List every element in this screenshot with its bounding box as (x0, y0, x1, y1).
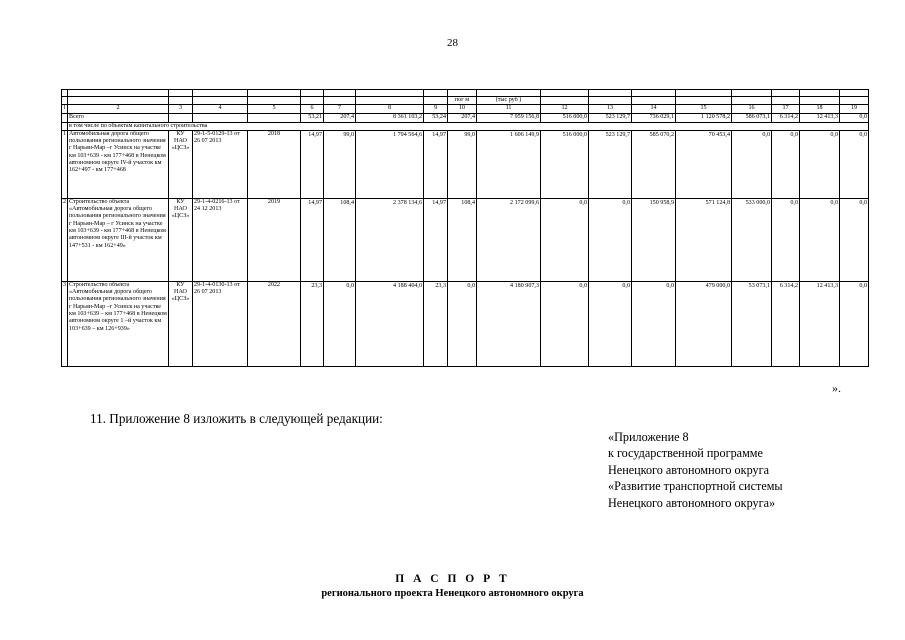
document-ref: 29-1-4-0216-13 от 24 12 2013 (193, 198, 248, 281)
object-name: Строительство объекта «Автомобильная дорога общего пользования регионального значения г Нарьян-Мар –г Усинск на участке км 103+639 – км 177+468 в Ненецком автономном округе 1 –й участок км 103+639 – км 126+939» (68, 281, 169, 366)
appendix-line: к государственной программе (608, 446, 763, 461)
cell-value: 4 188 404,0 (356, 281, 424, 366)
total-value: 586 073,1 (732, 113, 772, 122)
customer: КУ НАО «ЦСЗ» (169, 198, 193, 281)
cell-value: 23,3 (424, 281, 448, 366)
column-number: 16 (732, 105, 772, 113)
column-number: 19 (840, 105, 869, 113)
cell-value: 0,0 (589, 198, 632, 281)
appendix-header (608, 429, 783, 511)
total-value: 736 029,1 (632, 113, 676, 122)
cell-value: 150 958,9 (632, 198, 676, 281)
subheader-label: в том числе по объектам капитального строительства (68, 122, 869, 130)
passport-subtitle: регионального проекта Ненецкого автономного округа (321, 588, 584, 599)
column-number: 4 (193, 105, 248, 113)
page-number: 28 (447, 37, 458, 49)
column-number: 1 (63, 105, 67, 112)
document-ref: 29-1-5-0129-13 от 26 07 2013 (193, 130, 248, 198)
cell-value: 585 070,2 (632, 130, 676, 198)
cell-value: 516 000,0 (541, 130, 589, 198)
cell-value: 533 000,0 (732, 198, 772, 281)
column-number: 7 (324, 105, 356, 113)
cell-value: 1 794 564,6 (356, 130, 424, 198)
column-number: 8 (356, 105, 424, 113)
total-value: 12 413,3 (800, 113, 840, 122)
column-number: 11 (477, 105, 541, 113)
total-row (62, 113, 869, 122)
cell-value: 53 073,1 (732, 281, 772, 366)
total-label: Всего (68, 113, 169, 122)
customer: КУ НАО «ЦСЗ» (169, 130, 193, 198)
column-number: 5 (248, 105, 301, 113)
cell-value: 0,0 (800, 198, 840, 281)
unit-money: (тыс руб ) (477, 97, 541, 105)
column-number: 12 (541, 105, 589, 113)
column-number: 2 (68, 105, 169, 113)
cell-value: 0,0 (541, 281, 589, 366)
passport-title: П А С П О Р Т (395, 573, 510, 585)
cell-value: 523 129,7 (589, 130, 632, 198)
closing-quote: ». (832, 381, 841, 395)
table-units-row (62, 97, 869, 105)
object-name: Автомобильная дорога общего пользования регионального значения г Нарьян-Мар –г Усинск на участке км 103+639 - км 177+468 в Ненецком автономном округе IV-й участок км 162+497 - км 177+468 (68, 130, 169, 198)
cell-value: 14,97 (424, 198, 448, 281)
table-row (62, 198, 869, 281)
capital-construction-table (61, 89, 868, 367)
year: 2022 (248, 281, 301, 366)
appendix-line: «Приложение 8 (608, 430, 689, 444)
row-number: 1 (62, 130, 68, 198)
total-value: 6 314,2 (772, 113, 800, 122)
cell-value: 0,0 (772, 130, 800, 198)
row-number: 3 (62, 281, 68, 366)
cell-value: 14,97 (301, 130, 324, 198)
total-value: 207,4 (448, 113, 477, 122)
column-number: 15 (676, 105, 732, 113)
cell-value: 0,0 (800, 130, 840, 198)
document-ref: 29-1-4-0130-13 от 26 07 2013 (193, 281, 248, 366)
cell-value: 0,0 (840, 130, 869, 198)
row-number: 2 (62, 198, 68, 281)
year: 2018 (248, 130, 301, 198)
customer: КУ НАО «ЦСЗ» (169, 281, 193, 366)
subheader-row (62, 122, 869, 130)
cell-value: 2 172 099,6 (477, 198, 541, 281)
cell-value: 0,0 (541, 198, 589, 281)
table-row (62, 130, 869, 198)
appendix-line: «Развитие транспортной системы (608, 479, 783, 494)
cell-value: 4 180 907,3 (477, 281, 541, 366)
cell-value: 0,0 (840, 281, 869, 366)
column-number: 9 (424, 105, 448, 113)
object-name: Строительство объекта «Автомобильная дорога общего пользования регионального значения г Нарьян-Мар – г Усинск на участке км 103+639 - км 177+468 в Ненецком автономном округе III-й участок км 147+531 - км 162+49» (68, 198, 169, 281)
cell-value: 0,0 (448, 281, 477, 366)
cell-value: 108,4 (324, 198, 356, 281)
column-number: 14 (632, 105, 676, 113)
cell-value: 571 124,8 (676, 198, 732, 281)
cell-value: 14,97 (301, 198, 324, 281)
column-numbers-row (62, 105, 869, 113)
year: 2019 (248, 198, 301, 281)
total-value: 53,21 (301, 113, 324, 122)
appendix-line: Ненецкого автономного округа» (608, 495, 776, 510)
total-value: 0,0 (840, 113, 869, 122)
total-value: 7 959 156,8 (477, 113, 541, 122)
cell-value: 99,0 (448, 130, 477, 198)
cell-value: 99,0 (324, 130, 356, 198)
cell-value: 2 378 134,6 (356, 198, 424, 281)
table-header-empty-row (62, 90, 869, 97)
cell-value: 0,0 (772, 198, 800, 281)
table-row (62, 281, 869, 366)
column-number: 10 (448, 105, 477, 113)
column-number: 6 (301, 105, 324, 113)
cell-value: 12 413,3 (800, 281, 840, 366)
cell-value: 14,97 (424, 130, 448, 198)
column-number: 13 (589, 105, 632, 113)
cell-value: 0,0 (324, 281, 356, 366)
cell-value: 108,4 (448, 198, 477, 281)
column-number: 17 (772, 105, 800, 113)
unit-length: пог м (448, 97, 477, 105)
total-value: 1 120 578,2 (676, 113, 732, 122)
total-value: 207,4 (324, 113, 356, 122)
cell-value: 6 314,2 (772, 281, 800, 366)
column-number: 3 (169, 105, 193, 113)
appendix-line: Ненецкого автономного округа (608, 462, 770, 477)
cell-value: 0,0 (589, 281, 632, 366)
cell-value: 70 453,4 (676, 130, 732, 198)
total-value: 523 129,7 (589, 113, 632, 122)
cell-value: 1 606 149,9 (477, 130, 541, 198)
cell-value: 0,0 (732, 130, 772, 198)
cell-value: 0,0 (840, 198, 869, 281)
instruction-text: 11. Приложение 8 изложить в следующей редакции: (90, 411, 383, 426)
cell-value: 23,3 (301, 281, 324, 366)
cell-value: 0,0 (632, 281, 676, 366)
total-value: 516 000,0 (541, 113, 589, 122)
total-value: 8 361 103,2 (356, 113, 424, 122)
total-value: 53,24 (424, 113, 448, 122)
column-number: 18 (800, 105, 840, 113)
cell-value: 479 000,0 (676, 281, 732, 366)
